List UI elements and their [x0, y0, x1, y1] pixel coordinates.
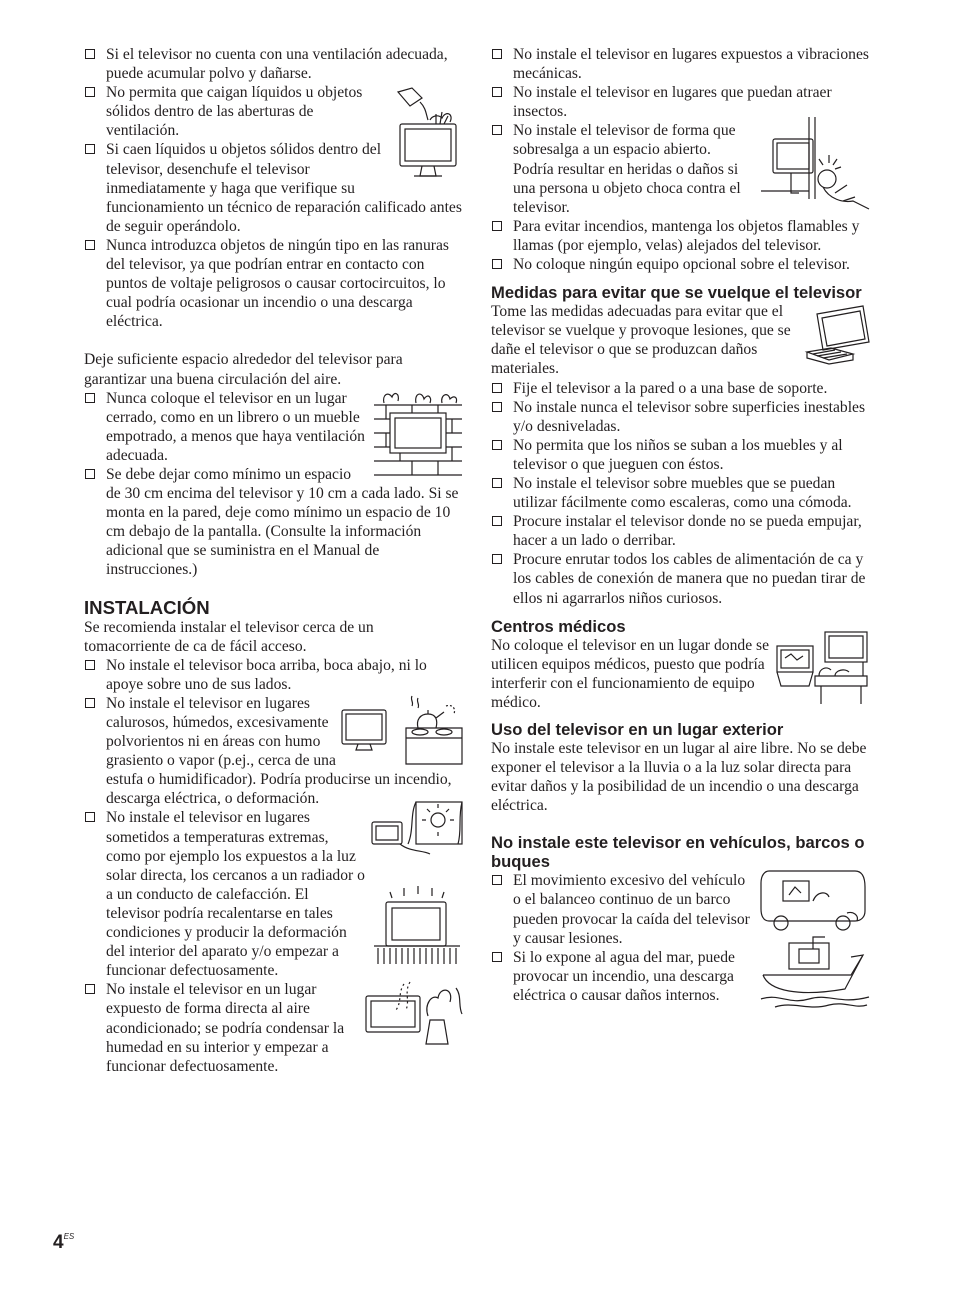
list-item: Si lo expone al agua del mar, puede provocar un incendio, una descarga eléctrica o causar daños internos.: [491, 948, 871, 1005]
checkbox-bullet-icon: [85, 812, 95, 822]
ventilation-paragraph: Deje suficiente espacio alrededor del televisor para garantizar una buena circulación del aire.: [84, 351, 403, 388]
list-item: No instale el televisor en lugares sometidos a temperaturas extremas, como por ejemplo los expuestos a la luz solar directa, los cercanos a un radiador o a un conducto de calefacción. El televisor podría recalentarse en tales condiciones y producir la deformación del interior del aparato y/o empezar a funcionar defectuosamente.: [84, 808, 464, 980]
list-item: No instale nunca el televisor sobre superficies inestables y/o desniveladas.: [491, 398, 871, 436]
list-item: Procure instalar el televisor donde no se pueda empujar, hacer a un lado o derribar.: [491, 512, 871, 550]
checkbox-bullet-icon: [85, 469, 95, 479]
list-item: No coloque ningún equipo opcional sobre el televisor.: [491, 255, 871, 274]
list-item: No instale el televisor en un lugar expuesto de forma directa al aire acondicionado; se podría condensar la humedad en su interior y empezar a funcionar defectuosamente.: [84, 980, 464, 1075]
tipping-tv-illustration: [803, 304, 871, 366]
checkbox-bullet-icon: [85, 240, 95, 250]
medical-equipment-illustration: [775, 630, 871, 706]
checkbox-bullet-icon: [492, 49, 502, 59]
medical-text: No coloque el televisor en un lugar donde se utilicen equipos médicos, puesto que podría interferir con el funcionamiento de equipo médico.: [491, 636, 770, 711]
checkbox-bullet-icon: [492, 125, 502, 135]
installation-intro: Se recomienda instalar el televisor cerca de un tomacorriente de ca de fácil acceso.: [84, 618, 374, 655]
left-column: [84, 45, 464, 1076]
list-item: No instale el televisor en lugares calurosos, húmedos, excesivamente polvorientos ni en áreas con humo grasiento o vapor (p.ej., cerca de una estufa o humidificador). Podría producirse un incendio, descarga eléctrica, o deformación.: [84, 694, 464, 809]
list-item: No instale el televisor de forma que sobresalga a un espacio abierto. Podría resultar en heridas o daños si una persona u objeto choca contra el televisor.: [491, 121, 871, 216]
list-item: Procure enrutar todos los cables de alimentación de ca y los cables de conexión de manera que no puedan tirar de ellos ni agarrarlos niños curiosos.: [491, 550, 871, 607]
checkbox-bullet-icon: [85, 660, 95, 670]
vehicle-heading: No instale este televisor en vehículos, barcos o buques: [491, 833, 865, 872]
checkbox-bullet-icon: [85, 698, 95, 708]
list-item: Fije el televisor a la pared o a una base de soporte.: [491, 379, 871, 398]
tipover-intro: Tome las medidas adecuadas para evitar que el televisor se vuelque y provoque lesiones, que se dañe el televisor o que se produzcan daños materiales.: [491, 303, 791, 378]
list-item: Se debe dejar como mínimo un espacio de 30 cm encima del televisor y 10 cm a cada lado. Si se monta en la pared, deje como mínimo un espacio de 10 cm debajo de la pantalla. (Consulte la información adicional que se suministra en el Manual de instrucciones.): [84, 465, 464, 580]
installation-heading: INSTALACIÓN: [84, 596, 210, 618]
medical-heading: Centros médicos: [491, 616, 626, 636]
checkbox-bullet-icon: [492, 402, 502, 412]
outdoor-heading: Uso del televisor en un lugar exterior: [491, 720, 784, 739]
checkbox-bullet-icon: [492, 478, 502, 488]
checkbox-bullet-icon: [492, 516, 502, 526]
list-item: Nunca coloque el televisor en un lugar cerrado, como en un librero o un mueble empotrado, a menos que haya ventilación adecuada.: [84, 389, 464, 465]
checkbox-bullet-icon: [492, 221, 502, 231]
list-item: No permita que caigan líquidos u objetos sólidos dentro de las aberturas de ventilación.: [84, 83, 464, 140]
list-item: No instale el televisor boca arriba, boca abajo, ni lo apoye sobre uno de sus lados.: [84, 656, 464, 694]
list-item: No instale el televisor en lugares que puedan atraer insectos.: [491, 83, 871, 121]
list-item: Para evitar incendios, mantenga los objetos flamables y llamas (por ejemplo, velas) alejados del televisor.: [491, 217, 871, 255]
checkbox-bullet-icon: [492, 259, 502, 269]
list-item: Si el televisor no cuenta con una ventilación adecuada, puede acumular polvo y dañarse.: [84, 45, 464, 83]
list-item: No permita que los niños se suban a los muebles y al televisor o que jueguen con éstos.: [491, 436, 871, 474]
page-number: $4^{ES}$: [53, 1232, 75, 1253]
checkbox-bullet-icon: [85, 144, 95, 154]
checkbox-bullet-icon: [85, 49, 95, 59]
checkbox-bullet-icon: [492, 554, 502, 564]
list-item: El movimiento excesivo del vehículo o el balanceo continuo de un barco pueden provocar la caída del televisor y causar lesiones.: [491, 871, 871, 947]
checkbox-bullet-icon: [492, 440, 502, 450]
checkbox-bullet-icon: [85, 984, 95, 994]
checkbox-bullet-icon: [492, 87, 502, 97]
checkbox-bullet-icon: [492, 952, 502, 962]
checkbox-bullet-icon: [85, 393, 95, 403]
right-column: [491, 45, 871, 1011]
checkbox-bullet-icon: [85, 87, 95, 97]
language-suffix: ES: [63, 1232, 75, 1241]
checkbox-bullet-icon: [492, 875, 502, 885]
checkbox-bullet-icon: [492, 383, 502, 393]
list-item: No instale el televisor en lugares expuestos a vibraciones mecánicas.: [491, 45, 871, 83]
list-item: No instale el televisor sobre muebles que se puedan utilizar fácilmente como escaleras, como una cómoda.: [491, 474, 871, 512]
outdoor-text: No instale este televisor en un lugar al aire libre. No se debe exponer el televisor a la lluvia o a la luz solar directa para evitar daños y la posibilidad de un incendio o una descarga eléctrica.: [491, 740, 867, 815]
list-item: Si caen líquidos u objetos sólidos dentro del televisor, desenchufe el televisor inmediatamente y haga que verifique su funcionamiento un técnico de reparación calificado antes de seguir operándolo.: [84, 140, 464, 235]
tipover-heading: Medidas para evitar que se vuelque el televisor: [491, 283, 862, 303]
list-item: Nunca introduzca objetos de ningún tipo en las ranuras del televisor, ya que podrían entrar en contacto con puntos de voltaje peligrosos o causar cortocircuitos, lo cual podría ocasionar un incendio o una descarga eléctrica.: [84, 236, 464, 331]
